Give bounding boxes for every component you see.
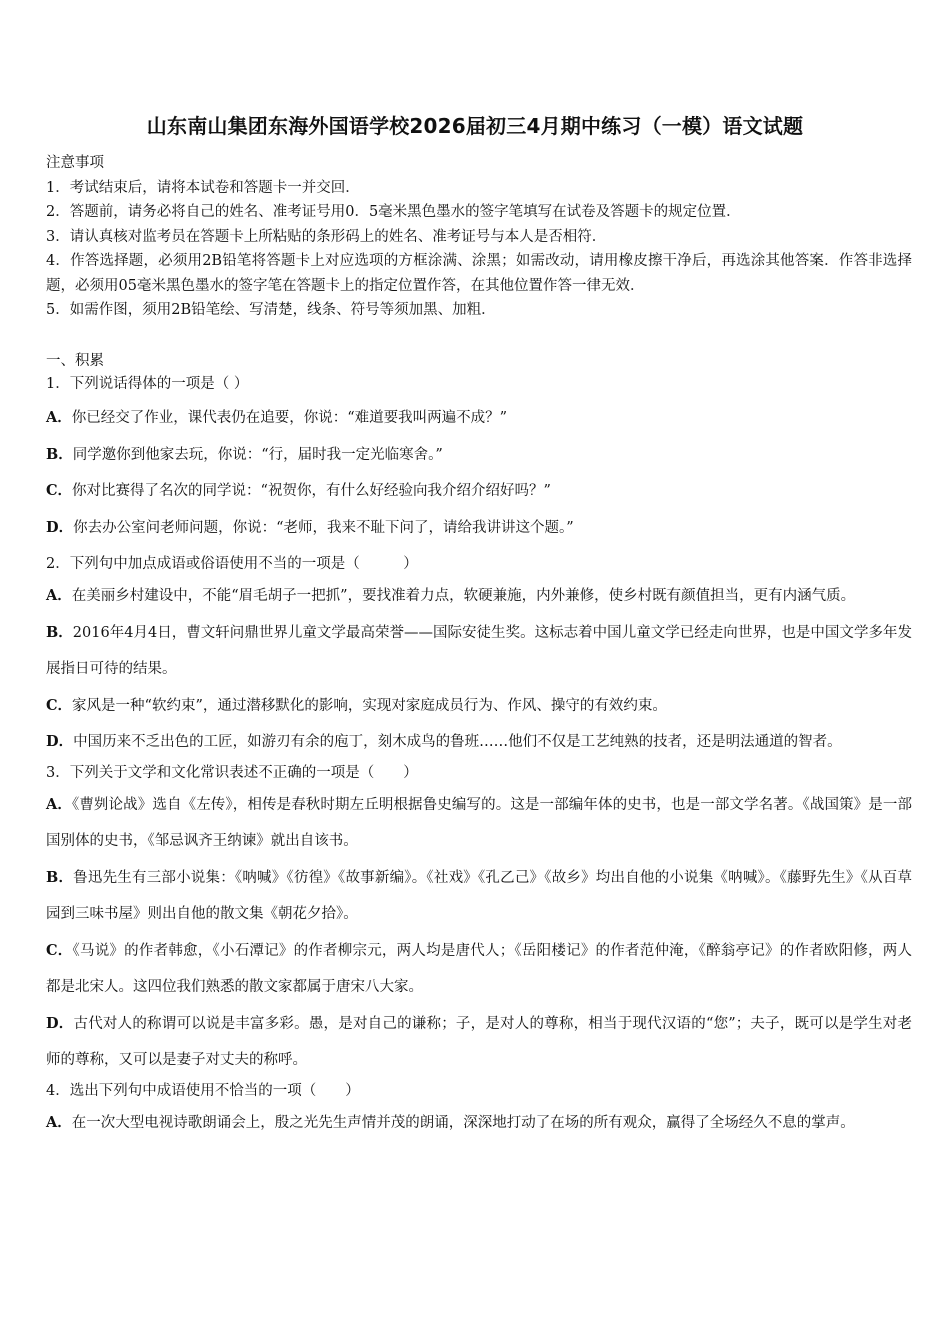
- option-b: [46, 443, 912, 467]
- option-a: [46, 1105, 912, 1142]
- notice-block: [46, 151, 912, 323]
- option-label: B．: [46, 868, 74, 886]
- option-b: [46, 860, 912, 933]
- option-b: [46, 615, 912, 688]
- option-label: D．: [46, 518, 74, 536]
- option-a: [46, 787, 912, 860]
- question-3: [46, 761, 912, 1079]
- option-text: 你对比赛得了名次的同学说：“祝贺你，有什么好经验向我介绍介绍好吗？”: [72, 483, 551, 499]
- option-text: 2016年4月4日，曹文轩问鼎世界儿童文学最高荣誉——国际安徒生奖。这标志着中国儿童文学已经走向世界，也是中国文学多年发展指日可待的结果。: [46, 624, 912, 677]
- option-text: 家风是一种“软约束”，通过潜移默化的影响，实现对家庭成员行为、作风、操守的有效约束。: [72, 697, 667, 714]
- option-text: 你已经交了作业，课代表仍在追要，你说：“难道要我叫两遍不成？”: [71, 410, 508, 426]
- option-label: B．: [46, 623, 73, 641]
- option-label: D．: [46, 733, 74, 750]
- exam-title: 山东南山集团东海外国语学校2026届初三4月期中练习（一模）语文试题: [146, 114, 804, 138]
- option-label: C．: [46, 482, 73, 499]
- notice-item: 3．请认真核对监考员在答题卡上所粘贴的条形码上的姓名、准考证号与本人是否相符．: [46, 228, 607, 245]
- option-label: A．: [46, 795, 72, 813]
- option-text: 古代对人的称谓可以说是丰富多彩。愚，是对自己的谦称；子，是对人的尊称，相当于现代汉语的“您”；夫子，既可以是学生对老师的尊称，又可以是妻子对丈夫的称呼。: [46, 1015, 912, 1068]
- question-2: [46, 552, 912, 761]
- option-c: [46, 688, 912, 725]
- option-label: A．: [46, 409, 72, 426]
- notice-item: 2．答题前，请务必将自己的姓名、准考证号用0．5毫米黑色墨水的签字笔填写在试卷及答题卡的规定位置．: [46, 204, 741, 220]
- option-d: [46, 516, 912, 540]
- question-stem: 1．下列说话得体的一项是（ ）: [46, 376, 249, 392]
- section-heading: 一、积累: [46, 353, 104, 369]
- question-stem: 2．下列句中加点成语或俗语使用不当的一项是（ ）: [46, 556, 418, 572]
- option-label: B．: [46, 445, 73, 463]
- option-text: 中国历来不乏出色的工匠，如游刃有余的庖丁，刻木成鸟的鲁班……他们不仅是工艺纯熟的技者，还是明法通道的智者。: [73, 734, 842, 750]
- option-text: 同学邀你到他家去玩，你说：“行，届时我一定光临寒舍。”: [72, 446, 443, 463]
- question-1: [46, 372, 912, 540]
- option-text: 《曹刿论战》选自《左传》，相传是春秋时期左丘明根据鲁史编写的。这是一部编年体的史书，也是一部文学名著。《战国策》是一部国别体的史书，《邹忌讽齐王纳谏》就出自该书。: [46, 796, 912, 849]
- question-stem: 3．下列关于文学和文化常识表述不正确的一项是（ ）: [46, 764, 418, 781]
- option-text: 在一次大型电视诗歌朗诵会上，殷之光先生声情并茂的朗诵，深深地打动了在场的所有观众，赢得了全场经久不息的掌声。: [71, 1114, 855, 1131]
- option-text: 你去办公室问老师问题，你说：“老师，我来不耻下问了，请给我讲讲这个题。”: [73, 519, 574, 536]
- option-d: [46, 724, 912, 761]
- option-label: C．: [46, 696, 73, 714]
- option-label: A．: [46, 587, 72, 604]
- question-stem: 4．选出下列句中成语使用不恰当的一项（ ）: [46, 1082, 360, 1099]
- notice-item: 5．如需作图，须用2B铅笔绘、写清楚，线条、符号等须加黑、加粗．: [46, 302, 496, 318]
- notice-heading: 注意事项: [46, 155, 104, 171]
- question-list: [46, 372, 912, 1141]
- notice-item: 4．作答选择题，必须用2B铅笔将答题卡上对应选项的方框涂满、涂黑；如需改动，请用橡皮擦干净后，再选涂其他答案．作答非选择题，必须用05毫米黑色墨水的签字笔在答题卡上的指定位置作答，在其他位置作答一律无效．: [46, 253, 912, 294]
- question-4: [46, 1079, 912, 1142]
- option-text: 鲁迅先生有三部小说集：《呐喊》《彷徨》《故事新编》。《社戏》《孔乙己》《故乡》均出自他的小说集《呐喊》。《藤野先生》《从百草园到三味书屋》则出自他的散文集《朝花夕拾》。: [46, 869, 912, 922]
- option-label: C．: [46, 941, 73, 959]
- option-c: [46, 933, 912, 1006]
- option-a: [46, 578, 912, 615]
- option-c: [46, 479, 912, 503]
- option-a: [46, 406, 912, 430]
- notice-item: 1．考试结束后，请将本试卷和答题卡一并交回．: [46, 179, 360, 196]
- option-label: D．: [46, 1014, 74, 1032]
- option-text: 《马说》的作者韩愈，《小石潭记》的作者柳宗元，两人均是唐代人；《岳阳楼记》的作者范仲淹，《醉翁亭记》的作者欧阳修，两人都是北宋人。这四位我们熟悉的散文家都属于唐宋八大家。: [46, 942, 912, 995]
- option-d: [46, 1006, 912, 1079]
- option-text: 在美丽乡村建设中，不能“眉毛胡子一把抓”，要找准着力点，软硬兼施，内外兼修，使乡村既有颜值担当，更有内涵气质。: [71, 588, 856, 604]
- option-label: A．: [46, 1113, 72, 1131]
